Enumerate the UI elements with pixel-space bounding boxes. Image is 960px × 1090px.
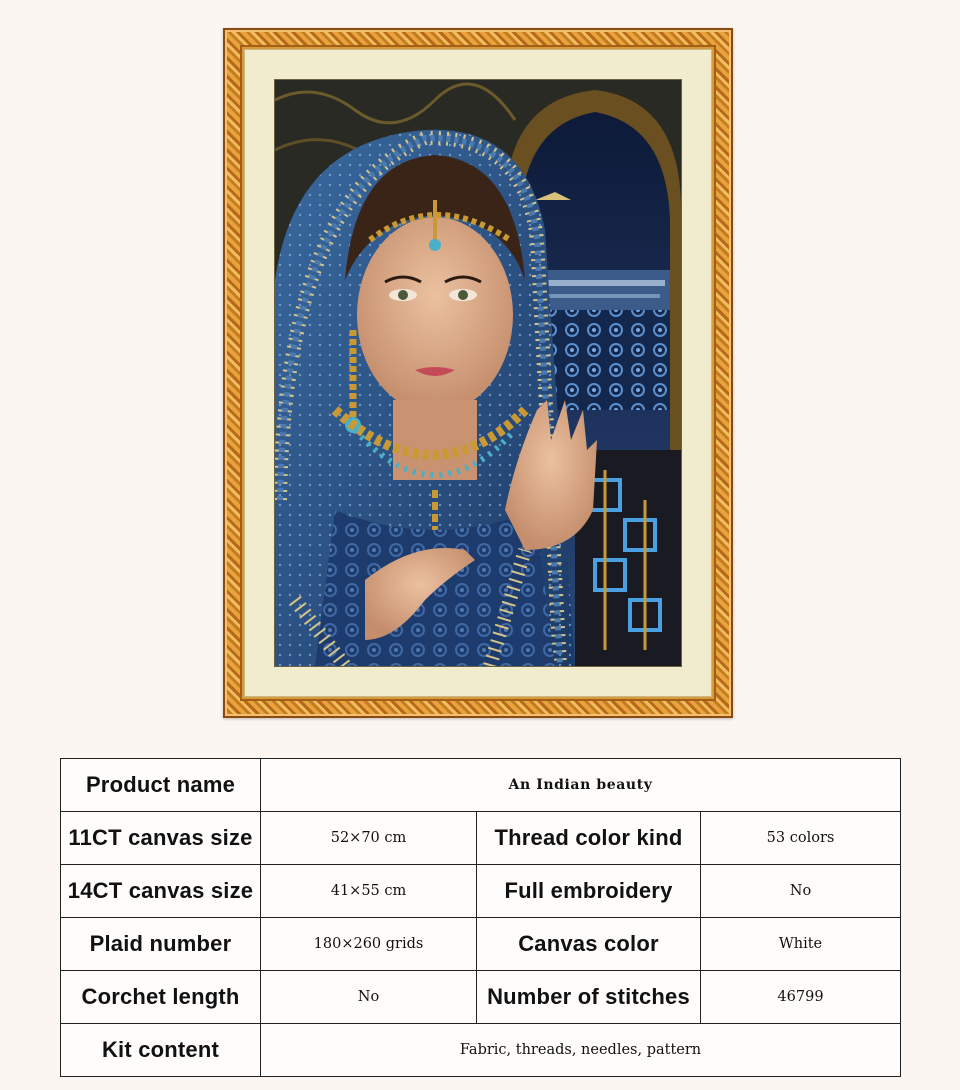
stitch-count-label: Number of stitches: [477, 971, 701, 1024]
table-row: [61, 759, 901, 812]
full-embroidery-label: Full embroidery: [477, 865, 701, 918]
table-row: [61, 918, 901, 971]
canvas-11ct-value: 52×70 cm: [261, 812, 477, 865]
plaid-number-value: 180×260 grids: [261, 918, 477, 971]
stitch-count-value: 46799: [701, 971, 901, 1024]
canvas-11ct-label: 11CT canvas size: [61, 812, 261, 865]
product-name-value: An Indian beauty: [261, 759, 901, 812]
product-spec-table: [60, 758, 901, 1077]
table-row: [61, 971, 901, 1024]
indian-beauty-illustration: [275, 80, 681, 666]
table-row: [61, 1024, 901, 1077]
picture-frame: [223, 28, 733, 718]
canvas-14ct-value: 41×55 cm: [261, 865, 477, 918]
canvas-color-label: Canvas color: [477, 918, 701, 971]
product-name-label: Product name: [61, 759, 261, 812]
canvas-color-value: White: [701, 918, 901, 971]
thread-color-value: 53 colors: [701, 812, 901, 865]
corchet-length-label: Corchet length: [61, 971, 261, 1024]
kit-content-value: Fabric, threads, needles, pattern: [261, 1024, 901, 1077]
table-row: [61, 865, 901, 918]
canvas-14ct-label: 14CT canvas size: [61, 865, 261, 918]
table-row: [61, 812, 901, 865]
full-embroidery-value: No: [701, 865, 901, 918]
thread-color-label: Thread color kind: [477, 812, 701, 865]
corchet-length-value: No: [261, 971, 477, 1024]
plaid-number-label: Plaid number: [61, 918, 261, 971]
kit-content-label: Kit content: [61, 1024, 261, 1077]
cross-stitch-artwork: [275, 80, 681, 666]
